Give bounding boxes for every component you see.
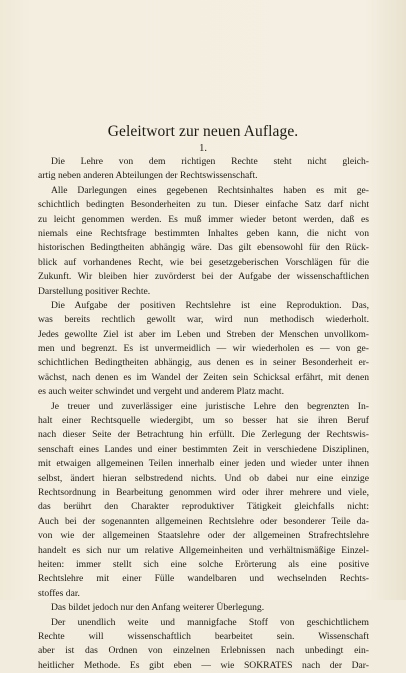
- text-line: blick auf vorhandenes Recht, wie bei gesetzgeberischen Vorschlägen für die: [38, 256, 369, 268]
- text-line: von wie der allgemeinen Staatslehre oder der allgemeinen Strafrechtslehre: [38, 530, 369, 542]
- text-line: heitlicher Methode. Es gibt eben — wie SOKRATES nach der Dar-: [38, 659, 369, 671]
- text-line: nach dieser Seite der Betrachtung hin erfüllt. Die Zerlegung der Rechtswis-: [38, 429, 369, 441]
- text-line: Jedes gewollte Ziel ist aber im Leben und Streben der Menschen unvollkom-: [38, 328, 369, 340]
- text-line: mit etwaigen allgemeinen Teilen innerhalb einer jeden und wieder unter ihnen: [38, 458, 369, 470]
- text-line: senschaft eines Landes und einer bestimmten Zeit in verschiedene Disziplinen,: [38, 443, 369, 455]
- text-line: Auch bei der sogenannten allgemeinen Rechtslehre oder besonderer Teile da-: [38, 515, 369, 527]
- section-number: 1.: [199, 143, 207, 154]
- text-line: Rechte will wissenschaftlich bearbeitet sein. Wissenschaft: [38, 630, 369, 642]
- text-line: zu leicht genommen werden. Es muß immer wieder betont werden, daß es: [38, 213, 369, 225]
- text-line: Je treuer und zuverlässiger eine juristische Lehre den begrenzten In-: [51, 400, 369, 412]
- text-line: was bereits rechtlich gewollt war, wird nun methodisch wiederholt.: [38, 314, 369, 326]
- text-line: Rechtsordnung in Bearbeitung genommen wird oder ihrer mehrere und viele,: [38, 486, 369, 498]
- text-line: heiten: immer stellt sich eine solche Erörterung als eine positive: [38, 558, 369, 570]
- text-line: Rechtslehre mit einer Fülle wandelbaren und wechselnden Rechts-: [38, 573, 369, 585]
- text-line: men und begrenzt. Es ist unvermeidlich — wir wiederholen es — von ge-: [38, 343, 369, 355]
- text-line: artig neben anderen Abteilungen der Rechtswissenschaft.: [38, 170, 258, 182]
- text-line: das berührt den Charakter reproduktiver Tätigkeit gleichfalls nicht:: [38, 501, 369, 513]
- text-line: Die Aufgabe der positiven Rechtslehre ist eine Reproduktion. Das,: [51, 299, 369, 311]
- text-line: aber ist das Ordnen von einzelnen Erlebnissen nach unbedingt ein-: [38, 645, 369, 657]
- text-line: halt einer Rechtsquelle wiedergibt, um so besser hat sie ihren Beruf: [38, 415, 369, 427]
- text-line: wächst, nach denen es im Wandel der Zeiten sein Schicksal erfährt, mit denen: [38, 371, 369, 383]
- body-text: [38, 155, 369, 673]
- text-line: Alle Darlegungen eines gegebenen Rechtsinhaltes haben es mit ge-: [51, 184, 369, 196]
- text-line: handelt es sich nur um relative Allgemeinheiten und verhältnismäßige Einzel-: [38, 544, 369, 556]
- text-line: Das bildet jedoch nur den Anfang weiterer Überlegung.: [51, 602, 265, 614]
- text-line: Darstellung positiver Rechte.: [38, 285, 151, 297]
- text-line: schichtlich bedingten Besonderheiten zu tun. Dieser einfache Satz darf nicht: [38, 199, 369, 211]
- text-line: niemals eine Rechtsfrage bestimmten Inhaltes geben kann, die nicht von: [38, 227, 369, 239]
- page-title: Geleitwort zur neuen Auflage.: [107, 123, 299, 140]
- text-line: es auch weiter schwindet und vergeht und anderem Platz macht.: [38, 386, 284, 398]
- text-line: schichtlichen Bedingtheiten abhängig, aus denen es in seiner Besonderheit er-: [38, 357, 369, 369]
- text-line: Die Lehre von dem richtigen Rechte steht nicht gleich-: [51, 156, 369, 167]
- text-line: Der unendlich weite und mannigfache Stoff von geschichtlichem: [51, 616, 369, 628]
- text-line: Zukunft. Wir bleiben hier zuvörderst bei der Aufgabe der wissenschaftlichen: [38, 271, 369, 283]
- text-line: stoffes dar.: [38, 587, 80, 599]
- text-line: historischen Bedingtheiten abhängig wäre. Das gilt ebensowohl für den Rück-: [38, 242, 369, 254]
- text-line: selbst, ändert hieran selbstredend nichts. Und ob dabei nur eine einzige: [38, 472, 369, 484]
